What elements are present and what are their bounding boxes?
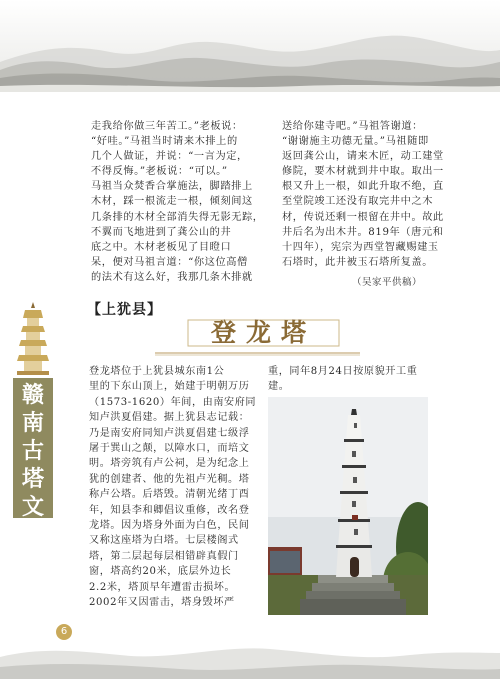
county-heading: 【上犹县】 [87, 302, 162, 318]
article-body-right-column: 重，同年8月24日按原貌开工重 建。 [268, 366, 418, 393]
contributor-credit: （吴家平供稿） [352, 277, 423, 288]
page-number-badge: 6 [56, 624, 72, 640]
sidebar-char: 古 [21, 438, 44, 464]
continued-article-left-column: 走我给你做三年苦工。”老板说： “好哇。”马祖当时请来木排上的 几个人做证，并说：“一言为定， 不得反悔。”老板说：“可以。” 马祖当众焚香合掌施法，脚踏排上 木材，踩一根流走一根，倾刻间这 几条排的木材全部消失得无影无踪， 不翼而飞地进到了龚公山的井 底之中。木材老板见了目瞪口 呆，便对马祖言道：“你这位高僧 的法术有这么好，我那几条木排就 [91, 121, 264, 283]
sidebar-char: 文 [21, 494, 44, 520]
article-body-left-column: 登龙塔位于上犹县城东南1公 里的下东山顶上，始建于明朝万历 （1573-1620）年间，由南安府同 知卢洪夏倡建。据上犹县志记载： 乃是南安府同知卢洪夏倡建七级浮 屠于巽山之颠，以障水口，而培文 明。塔旁筑有卢公祠，是为纪念上 犹的创建者、他的先祖卢光稠。塔 称卢公塔。后塔毁。清朝光绪丁酉 年，知县李和卿倡议重修，改名登 龙塔。因为塔身外面为白色，民间 又称这座塔为白塔。七层楼阁式 塔，第二层起每层相错辟真假门 窗，塔高约20米，底层外边长 2.2米，塔顶早年遭雷击损坏。 2002年又因雷击，塔身毁坏严 [89, 366, 257, 609]
sidebar-char: 赣 [21, 382, 44, 408]
title-underline-divider [155, 352, 360, 356]
article-title: 登龙塔 [210, 318, 316, 347]
sidebar-char: 塔 [21, 466, 44, 492]
sidebar-title-text [13, 381, 53, 521]
sidebar-char: 南 [21, 410, 44, 436]
header-mountain-banner [0, 0, 500, 92]
denglong-pagoda-photo [268, 397, 428, 615]
continued-article-right-column: 送给你建寺吧。”马祖答谢道： “谢谢施主功德无量。”马祖随即 返回龚公山，请来木匠，动工建堂 修院，要木材就到井中取。取出一 根又升上一根，如此升取不绝，直 至堂院竣工还没有取完井中之木 材，传说还剩一根留在井中。故此 井后名为出木井。819年（唐元和 十四年），宪宗为西堂智藏赐建玉 石塔时，此井被玉石塔所复盖。 [282, 121, 444, 268]
footer-mountain-banner [0, 617, 500, 679]
